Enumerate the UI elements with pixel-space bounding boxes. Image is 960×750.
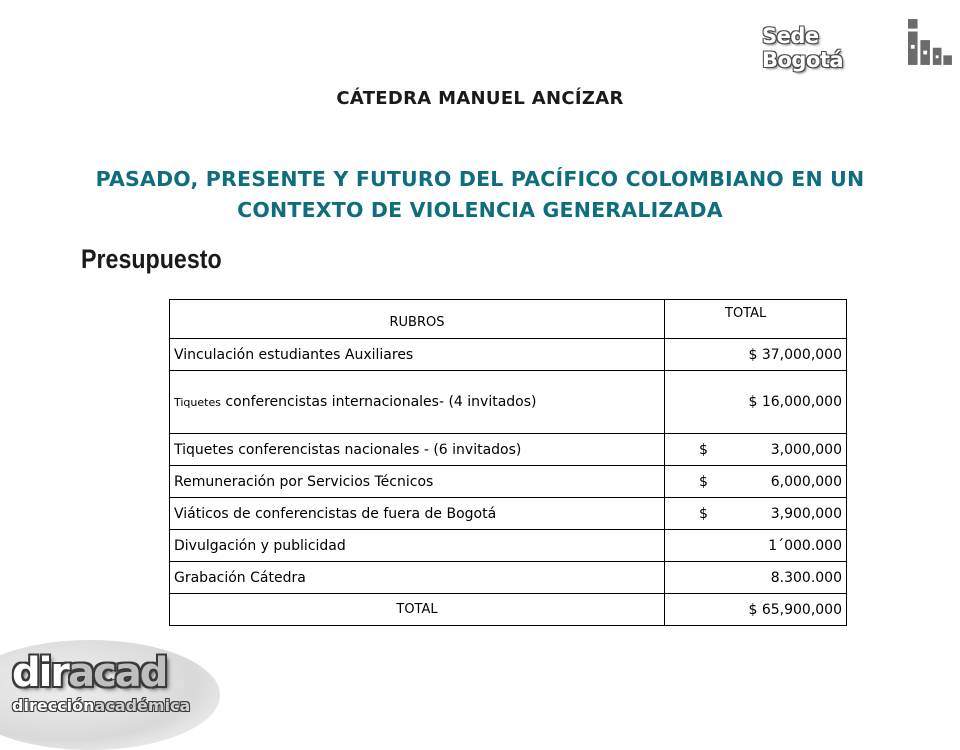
logo-tag-a: dirección [12, 696, 95, 715]
rubro-prefix: Tiquetes [174, 396, 221, 409]
university-emblem-icon [908, 18, 952, 66]
table-row [170, 466, 847, 498]
diracad-logo [0, 648, 200, 720]
table-row [170, 339, 847, 371]
total-cell: 1´000.000 [665, 530, 847, 562]
logo-word-b: acad [68, 650, 167, 696]
budget-table [169, 299, 847, 626]
table-total-row [170, 594, 847, 626]
total-label: TOTAL [170, 594, 665, 626]
currency-sign: $ [699, 473, 708, 490]
table-row [170, 530, 847, 562]
column-header-rubros: RUBROS [170, 300, 665, 339]
rubro-cell: Remuneración por Servicios Técnicos [170, 466, 665, 498]
logo-tag-b: académica [94, 696, 191, 715]
sede-bogota-logo-text: Sede Bogotá [762, 24, 844, 72]
table-header-row [170, 300, 847, 339]
amount: 3,900,000 [770, 505, 842, 522]
rubro-cell [170, 371, 665, 434]
table-row [170, 562, 847, 594]
sede-bogota-logo [762, 18, 952, 72]
rubro-cell: Grabación Cátedra [170, 562, 665, 594]
currency-sign: $ [699, 505, 708, 522]
catedra-name: CÁTEDRA MANUEL ANCÍZAR [336, 88, 624, 109]
rubro-text: conferencistas internacionales- (4 invitados) [220, 394, 537, 410]
rubro-cell: Tiquetes conferencistas nacionales - (6 invitados) [170, 434, 665, 466]
total-cell [665, 498, 847, 530]
table-row [170, 371, 847, 434]
page-title: PASADO, PRESENTE Y FUTURO DEL PACÍFICO COLOMBIANO EN UN CONTEXTO DE VIOLENCIA GENERALIZADA [95, 167, 865, 222]
amount: 6,000,000 [770, 473, 842, 490]
grand-total: $ 65,900,000 [665, 594, 847, 626]
table-row [170, 434, 847, 466]
rubro-cell: Vinculación estudiantes Auxiliares [170, 339, 665, 371]
total-cell: $ 16,000,000 [665, 371, 847, 434]
table-row [170, 498, 847, 530]
rubro-cell: Divulgación y publicidad [170, 530, 665, 562]
column-header-total: TOTAL [665, 300, 847, 339]
diracad-logo-wordmark [12, 650, 166, 696]
total-cell [665, 466, 847, 498]
amount: 3,000,000 [770, 441, 842, 458]
logo-word-a: dir [12, 650, 69, 696]
section-heading: Presupuesto [81, 244, 222, 274]
rubro-cell: Viáticos de conferencistas de fuera de Bogotá [170, 498, 665, 530]
total-cell: 8.300.000 [665, 562, 847, 594]
total-cell [665, 434, 847, 466]
total-cell: $ 37,000,000 [665, 339, 847, 371]
diracad-logo-tagline [12, 696, 190, 715]
currency-sign: $ [699, 441, 708, 458]
